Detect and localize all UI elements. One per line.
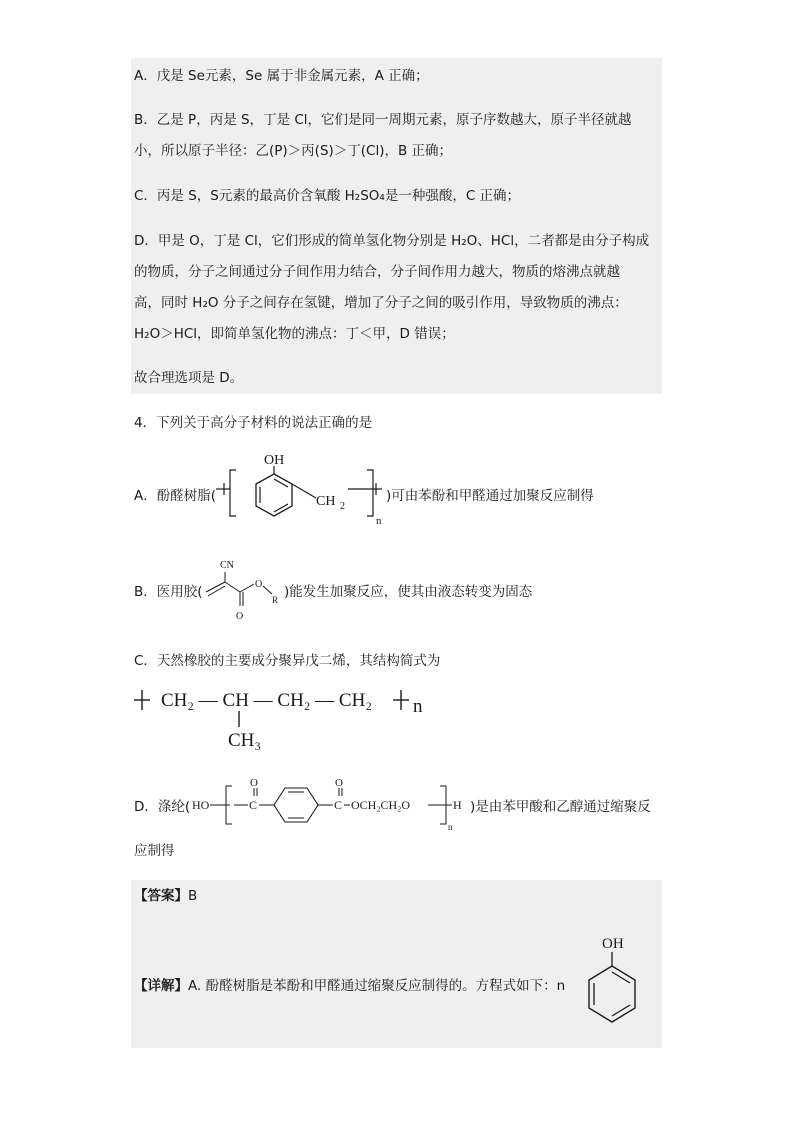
detail-label: 【详解】 (134, 978, 188, 994)
analysis-option-d-line4: H₂O＞HCl，即简单氢化物的沸点：丁＜甲，D 错误； (134, 326, 455, 342)
ch2-label: CH (316, 494, 336, 509)
carbonyl-o1-label: O (250, 777, 258, 789)
analysis-conclusion: 故合理选项是 D。 (134, 370, 244, 386)
option-c-text: C．天然橡胶的主要成分聚异戊二烯，其结构简式为 (134, 653, 441, 669)
polyester-n-label: n (448, 822, 453, 832)
phenol-formaldehyde-structure (212, 452, 392, 526)
option-b-prefix: B．医用胶( (134, 584, 203, 600)
ch2-subscript: 2 (340, 501, 345, 512)
carbonyl-o-label: O (236, 611, 244, 622)
ho-label: HO (192, 798, 210, 812)
option-a-suffix: )可由苯酚和甲醛通过加聚反应制得 (386, 488, 594, 504)
answer-value: B (188, 888, 198, 904)
answer-line (134, 886, 197, 906)
analysis-option-d-line1: D．甲是 O，丁是 Cl，它们形成的简单氢化物分别是 H₂O、HCl，二者都是由分子构成 (134, 233, 650, 249)
option-d-prefix: D．涤纶( (134, 799, 191, 815)
ester-o-label: O (255, 579, 263, 590)
option-a-prefix: A．酚醛树脂( (134, 488, 217, 504)
option-d-suffix: )是由苯甲酸和乙醇通过缩聚反 (470, 799, 651, 815)
answer-label: 【答案】 (134, 888, 188, 904)
cyanoacrylate-structure (200, 556, 290, 624)
analysis-option-d-line2: 的物质，分子之间通过分子间作用力结合，分子间作用力越大，物质的熔沸点就越 (134, 264, 620, 280)
analysis-option-a: A．戊是 Se元素，Se 属于非金属元素，A 正确； (134, 68, 429, 84)
analysis-option-d-line3: 高，同时 H₂O 分子之间存在氢键，增加了分子之间的吸引作用，导致物质的沸点： (134, 295, 628, 311)
polyisoprene-structure (131, 680, 441, 752)
n-label: n (376, 515, 382, 526)
phenol-structure (578, 932, 644, 1044)
analysis-option-b-line2: 小，所以原子半径：乙(P)＞丙(S)＞丁(Cl)，B 正确； (134, 143, 453, 159)
carbonyl-c1-label: C (249, 798, 258, 812)
carbonyl-c2-label: C (334, 798, 343, 812)
r-label: R (272, 595, 279, 605)
glycol-chain-label: OCH₂CH₂O (351, 798, 411, 812)
option-d-line2: 应制得 (134, 843, 175, 859)
polymer-n-label: n (413, 696, 423, 717)
analysis-option-c: C．丙是 S，S元素的最高价含氧酸 H₂SO₄是一种强酸，C 正确； (134, 188, 521, 204)
end-h-label: H (453, 798, 462, 812)
phenol-oh-label: OH (602, 936, 624, 952)
methyl-label: CH₃ (228, 730, 262, 751)
question-stem: 4．下列关于高分子材料的说法正确的是 (134, 415, 373, 431)
detail-line (134, 976, 565, 996)
polymer-chain-formula: CH₂ — CH — CH₂ — CH₂ (161, 690, 372, 711)
oh-label: OH (264, 453, 285, 468)
cn-label: CN (220, 560, 234, 571)
carbonyl-o2-label: O (335, 777, 343, 789)
option-b-suffix: )能发生加聚反应，使其由液态转变为固态 (284, 584, 533, 600)
polyester-structure (190, 776, 476, 832)
analysis-option-b-line1: B．乙是 P，丙是 S，丁是 Cl，它们是同一周期元素，原子序数越大，原子半径就越 (134, 112, 632, 128)
detail-text: A. 酚醛树脂是苯酚和甲醛通过缩聚反应制得的。方程式如下：n (188, 978, 566, 994)
